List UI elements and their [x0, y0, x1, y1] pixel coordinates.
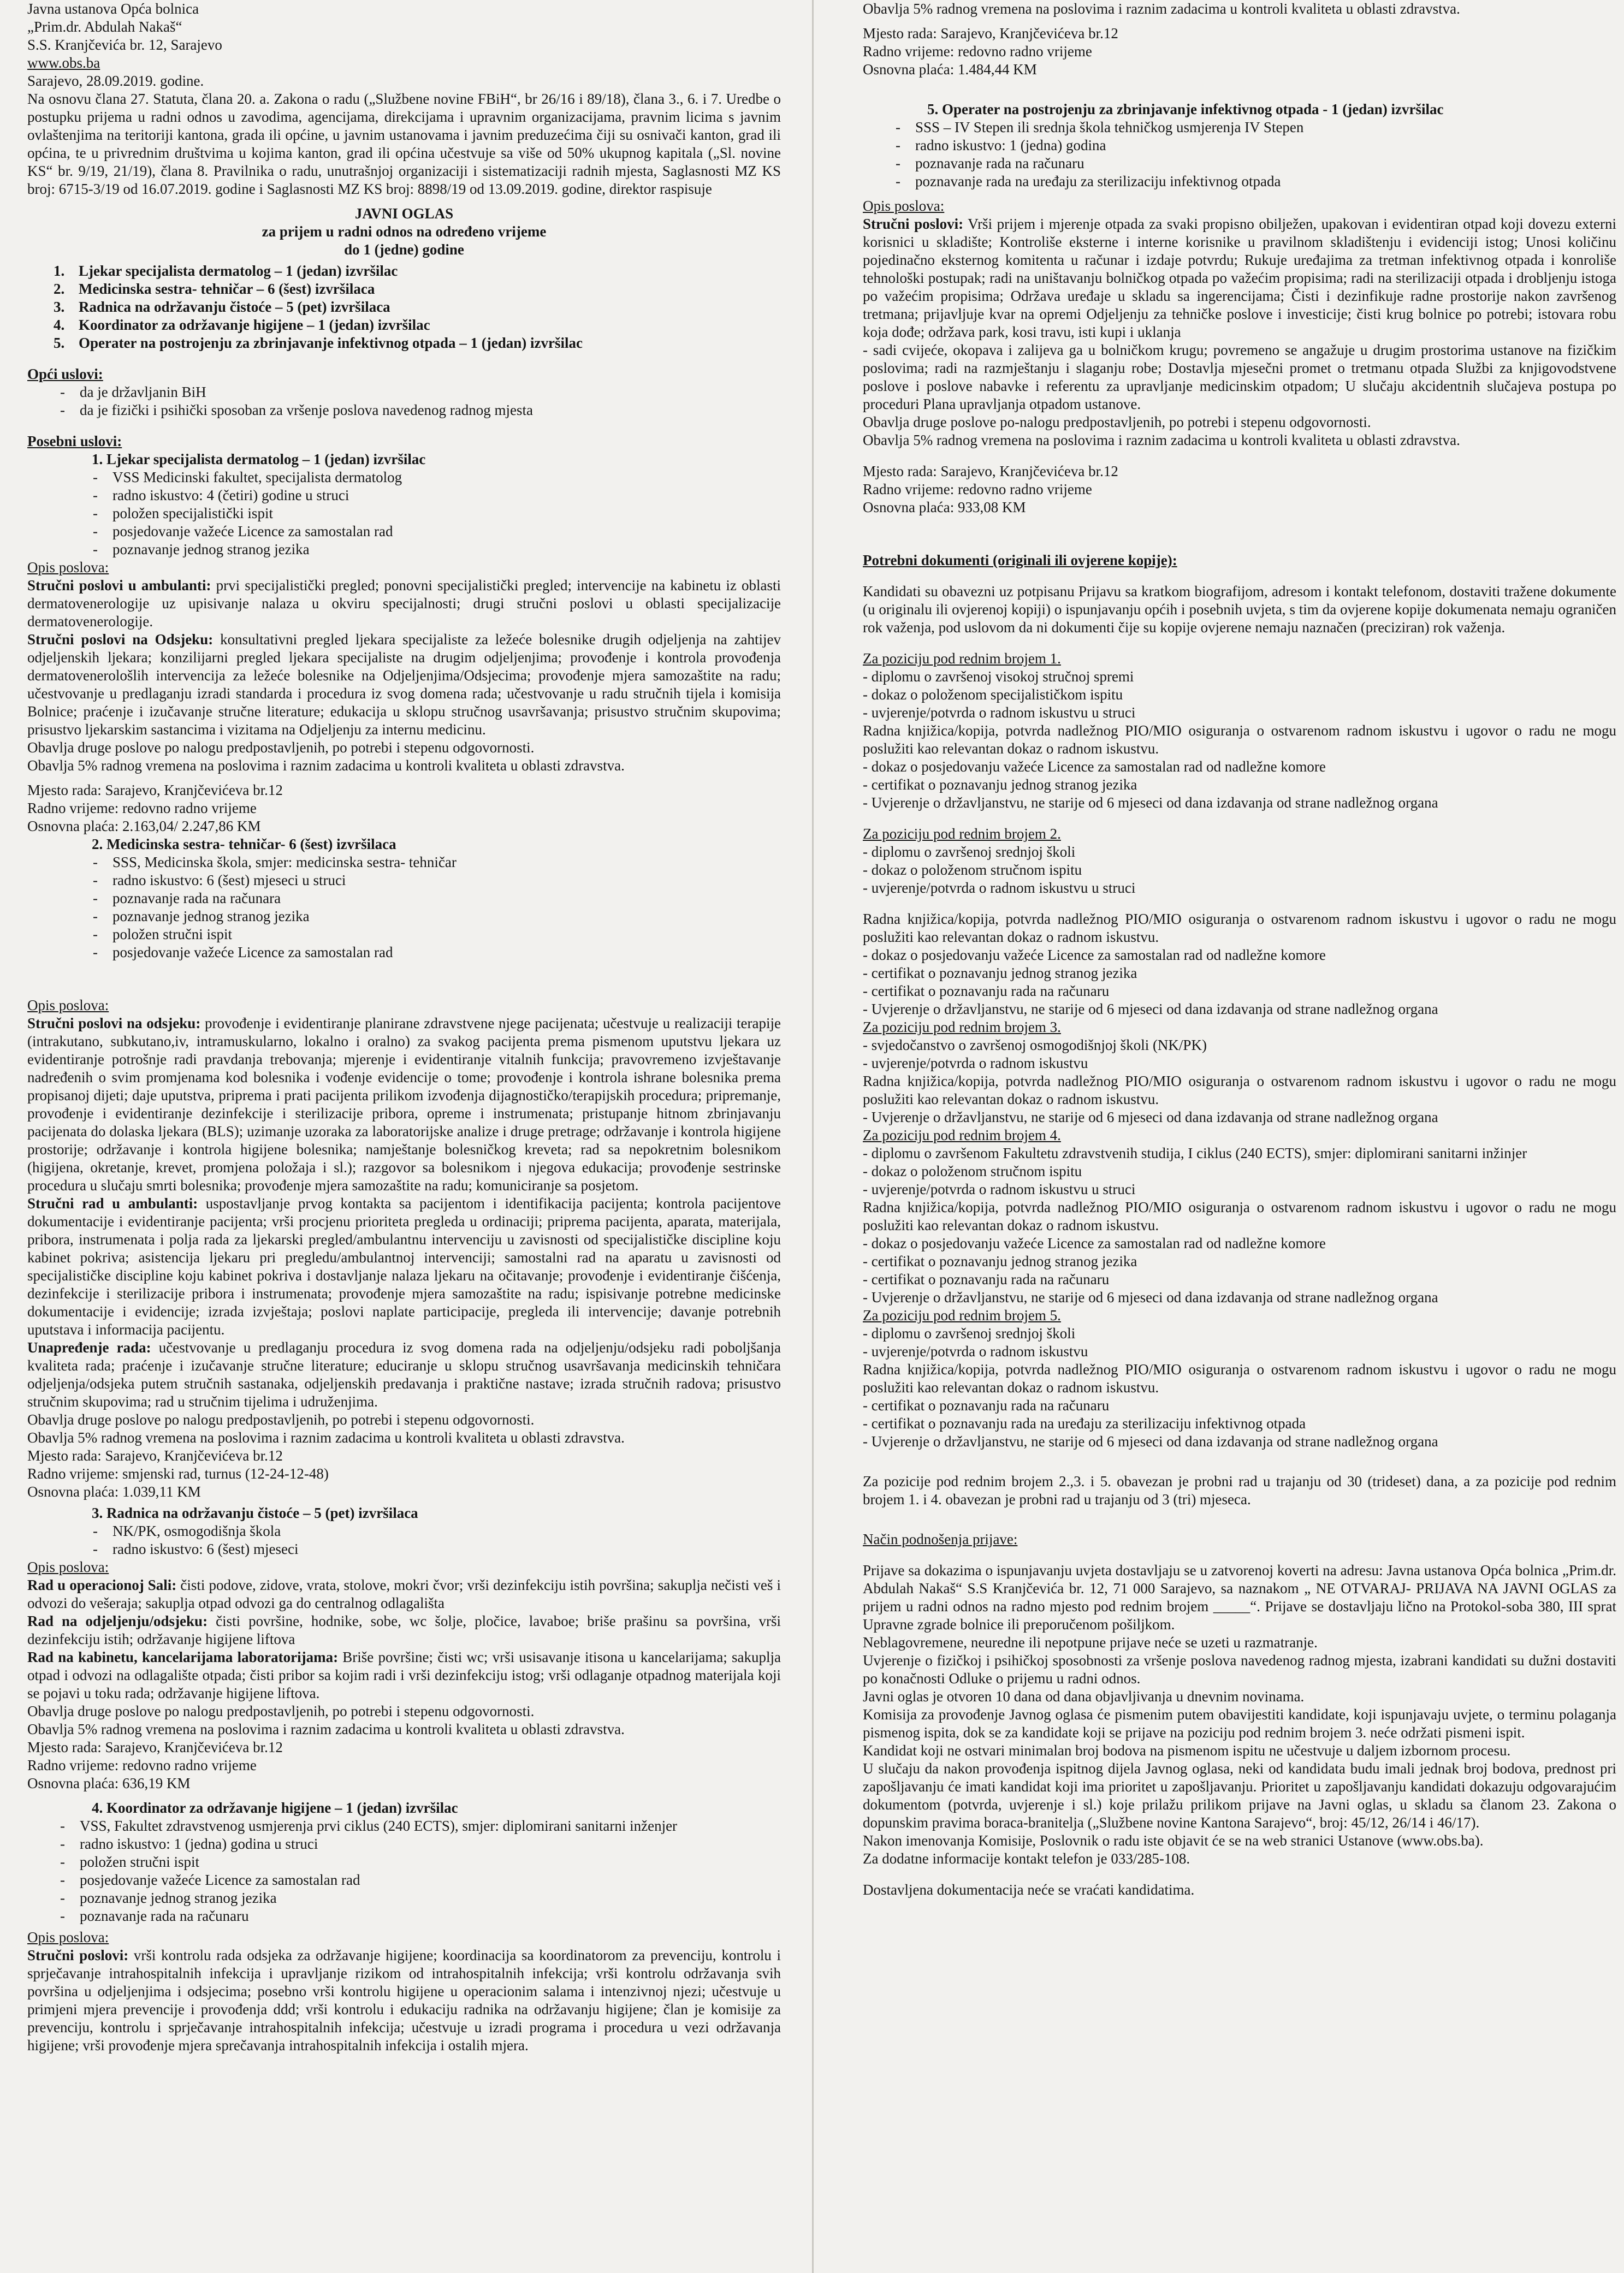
- header: [27, 0, 781, 90]
- address: S.S. Kranjčevića br. 12, Sarajevo: [27, 37, 222, 53]
- list-item: Radna knjižica/kopija, potvrda nadležnog PIO/MIO osiguranja o ostvarenom radnom iskustvu i ugovor o radu ne mogu poslužiti kao relevantan dokaz o radnom iskustvu.: [863, 722, 1616, 757]
- submission-p3: Uvjerenje o fizičkoj i psihičkoj sposobnosti za vršenje poslova navedenog radnog mjesta, izabrani kandidati su dužni dostaviti po konačnosti Odluke o prijemu u radni odnos.: [863, 1652, 1616, 1687]
- list-item: 1. Ljekar specijalista dermatolog – 1 (jedan) izvršilac: [54, 263, 398, 279]
- positions-list: [27, 262, 781, 352]
- position-3-other-2: Obavlja 5% radnog vremena na poslovima i raznim zadacima u kontroli kvaliteta u oblasti zdravstva.: [27, 1721, 625, 1737]
- submission-p5: Komisija za provođenje Javnog oglasa će pismenim putem obavijestiti kandidate, koji ispunjavaju uvjete, o terminu polaganja pismenog ispita, dok se za kandidate koji se prijave na poziciju pod rednim brojem 3. neće održati pismeni ispit.: [863, 1706, 1616, 1741]
- list-item: - poznavanje jednog stranog jezika: [60, 1889, 781, 1907]
- list-item: - položen stručni ispit: [93, 925, 781, 943]
- position-5-desc-2: - sadi cvijeće, okopava i zalijeva ga u bolničkom krugu; povremeno se angažuje u drugim prostorima ustanove na fizičkim poslovima; radi na razmještanju i slaganju robe; Dostavlja mjesečni promet o tretmanu otpada Službi za knjigovodstvene poslove i poslove nabavke i referentu za upravljanje medicinskim otpadom; U slučaju akcidentnih slučajeva postupa po proceduri Plana upravljanja otpadom ustanove.: [863, 342, 1616, 412]
- docs-group-4-heading: Za poziciju pod rednim brojem 4.: [863, 1127, 1061, 1143]
- list-item: - certifikat o poznavanju rada na uređaju za sterilizaciju infektivnog otpada: [863, 1415, 1306, 1432]
- list-item: - položen specijalistički ispit: [93, 505, 781, 523]
- position-4-time: Radno vrijeme: redovno radno vrijeme: [863, 43, 1092, 60]
- list-item: - certifikat o poznavanju jednog stranog jezika: [863, 1253, 1137, 1269]
- position-2-conditions: [27, 853, 781, 962]
- list-item: - Uvjerenje o državljanstvu, ne starije od 6 mjeseci od dana izdavanja od strane nadležnog organa: [863, 1289, 1438, 1305]
- title-sub2: do 1 (jedne) godine: [344, 241, 464, 258]
- list-item: - certifikat o poznavanju jednog stranog jezika: [863, 776, 1137, 793]
- position-1-place: Mjesto rada: Sarajevo, Kranjčevićeva br.12: [27, 782, 283, 798]
- list-item: - uvjerenje/potvrda o radnom iskustvu u struci: [863, 1181, 1136, 1197]
- general-conditions: [27, 383, 781, 419]
- list-item: - dokaz o položenom stručnom ispitu: [863, 862, 1082, 878]
- list-item: - uvjerenje/potvrda o radnom iskustvu u struci: [863, 704, 1136, 721]
- docs-group-2-heading: Za poziciju pod rednim brojem 2.: [863, 826, 1061, 842]
- list-item: - dokaz o posjedovanju važeće Licence za samostalan rad od nadležne komore: [863, 758, 1326, 775]
- list-item: - uvjerenje/potvrda o radnom iskustvu: [863, 1343, 1088, 1360]
- position-5-place: Mjesto rada: Sarajevo, Kranjčevićeva br.12: [863, 463, 1118, 479]
- list-item: - NK/PK, osmogodišnja škola: [93, 1522, 781, 1540]
- position-4-other-2: Obavlja 5% radnog vremena na poslovima i raznim zadacima u kontroli kvaliteta u oblasti zdravstva.: [863, 1, 1460, 17]
- list-item: - posjedovanje važeće Licence za samostalan rad: [60, 1871, 781, 1889]
- list-item: - dokaz o položenom stručnom ispitu: [863, 1163, 1082, 1179]
- list-item: - certifikat o poznavanju rada na računaru: [863, 1397, 1110, 1414]
- list-item: - diplomu o završenoj visokoj stručnoj spremi: [863, 668, 1134, 685]
- list-item: - uvjerenje/potvrda o radnom iskustvu u struci: [863, 880, 1136, 896]
- submission-p4: Javni oglas je otvoren 10 dana od dana objavljivanja u dnevnim novinama.: [863, 1688, 1305, 1705]
- docs-group-1-list: [863, 668, 1616, 812]
- docs-group-3-list: [863, 1036, 1616, 1126]
- list-item: - diplomu o završenom Fakultetu zdravstvenih studija, I ciklus (240 ECTS), smjer: diplomirani sanitarni inžinjer: [863, 1145, 1527, 1161]
- documents-heading: Potrebni dokumenti (originali ili ovjerene kopije):: [863, 552, 1177, 568]
- position-3-desc-heading: Opis poslova:: [27, 1559, 109, 1575]
- title-sub: za prijem u radni odnos na određeno vrijeme: [262, 223, 547, 240]
- position-1-desc-heading: Opis poslova:: [27, 559, 109, 575]
- list-item: - dokaz o položenom specijalističkom ispitu: [863, 686, 1123, 703]
- list-item: - posjedovanje važeće Licence za samostalan rad: [93, 943, 781, 962]
- list-item: - certifikat o poznavanju rada na računaru: [863, 1271, 1110, 1287]
- list-item: - VSS Medicinski fakultet, specijalista dermatolog: [93, 468, 781, 486]
- list-item: - diplomu o završenoj srednjoj školi: [863, 1325, 1076, 1342]
- general-heading: Opći uslovi:: [27, 366, 103, 382]
- position-2-heading: 2. Medicinska sestra- tehničar- 6 (šest) izvršilaca: [92, 836, 396, 852]
- position-2-other-1: Obavlja druge poslove po nalogu predpostavljenih, po potrebi i stepenu odgovornosti.: [27, 1411, 535, 1428]
- list-item: Radna knjižica/kopija, potvrda nadležnog PIO/MIO osiguranja o ostvarenom radnom iskustvu i ugovor o radu ne mogu poslužiti kao relevantan dokaz o radnom iskustvu.: [863, 1073, 1616, 1107]
- list-item: - radno iskustvo: 1 (jedna) godina u struci: [60, 1835, 781, 1853]
- list-item: - Uvjerenje o državljanstvu, ne starije od 6 mjeseci od dana izdavanja od strane nadležnog organa: [863, 1433, 1438, 1450]
- position-5-other-2: Obavlja 5% radnog vremena na poslovima i raznim zadacima u kontroli kvaliteta u oblasti zdravstva.: [863, 432, 1460, 448]
- list-item: - da je državljanin BiH: [60, 383, 781, 401]
- docs-group-5-heading: Za poziciju pod rednim brojem 5.: [863, 1307, 1061, 1324]
- position-4-heading: 4. Koordinator za održavanje higijene – 1 (jedan) izvršilac: [92, 1800, 458, 1816]
- position-2-place: Mjesto rada: Sarajevo, Kranjčevićeva br.12: [27, 1447, 283, 1464]
- submission-heading: Način podnošenja prijave:: [863, 1531, 1018, 1547]
- position-1-time: Radno vrijeme: redovno radno vrijeme: [27, 800, 257, 816]
- docs-group-4-list: [863, 1144, 1616, 1307]
- position-3-desc-1: Rad u operacionoj Sali: čisti podove, zidove, vrata, stolove, mokri čvor; vrši dezinfekciju istih površina; sakuplja nečisti veš i odvozi do vešeraja; sakuplja otpad odvozi ga do centralnog odlagališta: [27, 1577, 781, 1611]
- title-main: JAVNI OGLAS: [354, 205, 454, 222]
- position-3-conditions: [27, 1522, 781, 1558]
- list-item: 2. Medicinska sestra- tehničar – 6 (šest) izvršilaca: [54, 281, 375, 297]
- position-3-heading: 3. Radnica na održavanju čistoće – 5 (pet) izvršilaca: [92, 1505, 418, 1521]
- submission-p7: U slučaju da nakon provođenja ispitnog dijela Javnog oglasa, neki od kandidata budu imali jednak broj bodova, prednost pri zapošljavanju će imati kandidat koji ima prioritet u zapošljavanju. Prioritet u zapošljavanju kandidati dokazuju odgovarajućim dokumentom (potvrda, uvjerenje i sl.) koje prilažu prilikom prijave na Javni oglas, u skladu sa članom 23. Zakona o dopunskim pravima boraca-branitelja („Službene novine Kantona Sarajevo“, broj: 45/12, 26/14 i 46/17).: [863, 1760, 1616, 1831]
- position-1-heading: 1. Ljekar specijalista dermatolog – 1 (jedan) izvršilac: [92, 451, 426, 467]
- list-item: - posjedovanje važeće Licence za samostalan rad: [93, 523, 781, 541]
- list-item: 4. Koordinator za održavanje higijene – 1 (jedan) izvršilac: [54, 317, 430, 333]
- list-item: - dokaz o posjedovanju važeće Licence za samostalan rad od nadležne komore: [863, 1235, 1326, 1251]
- submission-p2: Neblagovremene, neuredne ili nepotpune prijave neće se uzeti u razmatranje.: [863, 1634, 1318, 1651]
- list-item: 5. Operater na postrojenju za zbrinjavanje infektivnog otpada – 1 (jedan) izvršilac: [54, 335, 583, 351]
- list-item: - dokaz o posjedovanju važeće Licence za samostalan rad od nadležne komore: [863, 947, 1326, 963]
- position-2-desc-1: Stručni poslovi na odsjeku: provođenje i evidentiranje planirane zdravstvene njege pacijenata; učestvuje u realizaciji terapije (intrakutano, subkutano,iv, intramuskularno, lokalno i oralno) za svakog pacijenta prema pismenom uputstvu ljekara uz evidentiranje potrošnje radi pravdanja trebovanja; mjerenje i evidentiranje vitalnih funkcija; pravovremeno izvještavanje nadređenih o svim promjenama kod bolesnika i vođenje evidencije o tome; provođenje i kontrola ishrane bolesnika prema propisanoj dijeti; daje uputstva, priprema i prati pacijenta prilikom izvođenja dijagnostičko/terapijskih procedura; pripremanje, provođenje i evidentiranje dezinfekcije i sterilizacije pribora, opreme i instrumenata; pristupanje hitnom zbrinjavanju pacijenata do dolaska ljekara (BLS); uzimanje uzoraka za laboratorijske analize i druge pretrage; održavanje i kontrola higijene prostorije; održavanje i kontrola higijene bolesnika; namještanje bolesničkog kreveta; rad sa nepokretnim bolesnikom (higijena, okretanje, krevet, promjena položaja i sl.); razgovor sa bolesnikom i njegova edukacija; provođenje sestrinske procedura u slučaju smrti bolesnika; provođenje mjera samozaštite na radu; komuniciranje sa posjetom.: [27, 1015, 781, 1194]
- list-item: - poznavanje rada na uređaju za sterilizaciju infektivnog otpada: [896, 173, 1616, 191]
- list-item: - poznavanje rada na računaru: [896, 155, 1616, 173]
- list-item: - SSS – IV Stepen ili srednja škola tehničkog usmjerenja IV Stepen: [896, 118, 1616, 137]
- position-1-desc-1: Stručni poslovi u ambulanti: prvi specijalistički pregled; ponovni specijalistički pregled; intervencije na kabinetu iz oblasti dermatovenerologije uz upisivanje nalaza u okviru specijalnosti; drugi stručni poslovi u oblasti specijalizacije dermatovenerologije.: [27, 577, 781, 630]
- position-3-other-1: Obavlja druge poslove po nalogu predpostavljenih, po potrebi i stepenu odgovornosti.: [27, 1703, 535, 1719]
- submission-p9: Za dodatne informacije kontakt telefon je 033/285-108.: [863, 1850, 1190, 1867]
- special-heading: Posebni uslovi:: [27, 433, 122, 449]
- position-2-time: Radno vrijeme: smjenski rad, turnus (12-24-12-48): [27, 1465, 329, 1482]
- list-item: - certifikat o poznavanju rada na računaru: [863, 983, 1110, 999]
- probation-paragraph: Za pozicije pod rednim brojem 2.,3. i 5. obavezan je probni rad u trajanju od 30 (trideset) dana, a za pozicije pod rednim brojem 1. i 4. obavezan je probni rad u trajanju od 3 (tri) mjeseca.: [863, 1473, 1616, 1508]
- position-2-other-2: Obavlja 5% radnog vremena na poslovima i raznim zadacima u kontroli kvaliteta u oblasti zdravstva.: [27, 1429, 625, 1446]
- position-5-time: Radno vrijeme: redovno radno vrijeme: [863, 481, 1092, 497]
- position-5-desc-1: Stručni poslovi: Vrši prijem i mjerenje otpada za svaki propisno obilježen, upakovan i evidentiran otpad koji dovezu externi korisnici u skladište; Kontroliše eksterne i interne korisnike u pravilnom skladištenju i evidenciji istog; Unosi količinu pojedinačno eksternog komitenta u računar i izdaje potvrdu; Rukuje uređajima za tretman infektivnog otpada i konroliše tehnološki postupak; radi na uništavanju bolničkog otpada po važećim propisima; radi na sterilizaciji otpada i drobljenju istoga po važećim propisima; Održava uređaje u skladu sa ingerencijama; Čisti i dezinfikuje radne prostorije nakon završenog tretmana; prijavljuje kvar na opremi Odjeljenju za tehničke poslove i investicije; čisti krug bolnice po potrebi; istovara robu koja dođe; održava park, kosi travu, isti kupi i uklanja: [863, 216, 1616, 340]
- list-item: - radno iskustvo: 6 (šest) mjeseci: [93, 1540, 781, 1558]
- list-item: 3. Radnica na održavanju čistoće – 5 (pet) izvršilaca: [54, 299, 390, 315]
- website-link[interactable]: www.obs.ba: [27, 55, 100, 71]
- list-item: - radno iskustvo: 1 (jedna) godina: [896, 137, 1616, 155]
- institution-name: „Prim.dr. Abdulah Nakaš“: [27, 19, 182, 35]
- list-item: - Uvjerenje o državljanstvu, ne starije od 6 mjeseci od dana izdavanja od strane nadležnog organa: [863, 794, 1438, 811]
- position-3-desc-2: Rad na odjeljenju/odsjeku: čisti površine, hodnike, sobe, wc šolje, pločice, lavaboe; briše prašinu sa površina, vrši dezinfekciju istih; održavanje higijene liftova: [27, 1613, 781, 1647]
- position-4-desc-1: Stručni poslovi: vrši kontrolu rada odsjeka za održavanje higijene; koordinacija sa koordinatorom za prevenciju, kontrolu i sprječavanje intrahospitalnih infekcija i upravljanje rizikom od intrahospitalnih infekcija; vrši kontrolu održavanja svih površina u odjeljenjima i odsjecima; posebno vrši kontrolu higijene u operacionim salama i intenzivnoj njezi; učestvuje u primjeni mjera prevencije i provođenja ddd; vrši kontrolu i edukaciju radnika na održavanju higijene; član je komisije za prevenciju, kontrolu i sprječavanje intrahospitalnih infekcija; učestvuje u izradi programa i procedura u vezi održavanja higijene; vrši provođenje mjera sprečavanja intrahospitalnih infekcija i ostalih mjera.: [27, 1947, 781, 2054]
- list-item: - VSS, Fakultet zdravstvenog usmjerenja prvi ciklus (240 ECTS), smjer: diplomirani sanitarni inženjer: [60, 1817, 781, 1835]
- position-5-heading: 5. Operater na postrojenju za zbrinjavanje infektivnog otpada - 1 (jedan) izvršilac: [927, 101, 1444, 117]
- position-4-desc-heading: Opis poslova:: [27, 1929, 109, 1945]
- position-3-salary: Osnovna plaća: 636,19 KM: [27, 1775, 191, 1791]
- position-1-desc-2: Stručni poslovi na Odsjeku: konsultativni pregled ljekara specijaliste za ležeće bolesnike drugih odjeljenja na zahtijev odjeljenskih ljekara; konzilijarni pregled ljekara specijaliste na drugim odjeljenjima; provođenje i kontrola provođenja dermatovenerološlih intervencija za ležeće bolesnike na Odjeljenjima/Odsjecima; provođenje mjera samozaštite na radu; učestvovanje u predlaganju izradi standarda i procedura iz svog domena rada; učestvovanje u radu stručnih tijela i komisija Bolnice; praćenje i izučavanje stručne literature; edukacija u sklopu stručnog usavršavanja; prisustvo stručnim skupovima; prisustvo ljekarskim sastancima i vizitama na Odjeljenju za internu medicinu.: [27, 631, 781, 738]
- docs-group-1-heading: Za poziciju pod rednim brojem 1.: [863, 650, 1061, 667]
- docs-group-5-list: [863, 1325, 1616, 1451]
- list-item: - svjedočanstvo o završenoj osmogodišnjoj školi (NK/PK): [863, 1037, 1207, 1053]
- submission-p6: Kandidat koji ne ostvari minimalan broj bodova na pismenom ispitu ne učestvuje u daljem izbornom procesu.: [863, 1742, 1511, 1759]
- documents-intro: Kandidati su obavezni uz potpisanu Prijavu sa kratkom biografijom, adresom i kontakt telefonom, dostaviti tražene dokumente (u originalu ili ovjerenoj kopiji) o ispunjavanju općih i posebnih uvjeta, s tim da ovjerene kopije dokumenata nemaju ograničen rok važenja, pod uslovom da ni dokumenti čije su kopije ovjerene nemaju naznačen (preciziran) rok važenja.: [863, 583, 1616, 636]
- list-item: - uvjerenje/potvrda o radnom iskustvu: [863, 1055, 1088, 1071]
- list-item: - Uvjerenje o državljanstvu, ne starije od 6 mjeseci od dana izdavanja od strane nadležnog organa: [863, 1109, 1438, 1125]
- position-4-salary: Osnovna plaća: 1.484,44 KM: [863, 61, 1037, 78]
- column-divider: [812, 0, 814, 2273]
- position-2-desc-3: Unapređenje rada: učestvovanje u predlaganju procedura iz svog domena rada na odjeljenju/odsjeku radi poboljšanja kvaliteta rada; praćenje i izučavanje stručne literature; educiranje u sklopu stručnog usavršavanja medicinskih tehničara odjeljenja/odsjeka putem stručnih sastanaka, odjeljenskih predavanja i praktične nastave; izrada stručnih radova; prisustvo stručnim skupovima; rad u stručnim tijelima i udruženjima.: [27, 1339, 781, 1410]
- position-1-other-2: Obavlja 5% radnog vremena na poslovima i raznim zadacima u kontroli kvaliteta u oblasti zdravstva.: [27, 757, 625, 774]
- position-1-salary: Osnovna plaća: 2.163,04/ 2.247,86 KM: [27, 818, 261, 834]
- list-item: - poznavanje rada na računara: [93, 889, 781, 907]
- list-item: - diplomu o završenoj srednjoj školi: [863, 844, 1076, 860]
- list-item: - Uvjerenje o državljanstvu, ne starije od 6 mjeseci od dana izdavanja od strane nadležnog organa: [863, 1001, 1438, 1017]
- submission-p8: Nakon imenovanja Komisije, Poslovnik o radu iste objavit će se na web stranici Ustanove (www.obs.ba).: [863, 1832, 1484, 1849]
- position-1-other-1: Obavlja druge poslove po nalogu predpostavljenih, po potrebi i stepenu odgovornosti.: [27, 739, 535, 756]
- position-2-desc-2: Stručni rad u ambulanti: uspostavljanje prvog kontakta sa pacijentom i identifikacija pacijenta; kontrola pacijentove dokumentacije i evidentiranje pacijenta; vrši procjenu prioriteta pregleda u ordinaciji; priprema pacijenta, aparata, materijala, pribora, instrumenata i polja rada za ljekarski pregled/ambulantnu intervenciju u zavisnosti od specijalističke discipline koju kabinet pokriva; asistencija ljekaru pri pregledu/ambulantnoj intervenciji; samostalni rad na aparatu u zavisnosti od specijalističke discipline koju kabinet pokriva i dostavljanje nalaza ljekaru na očitavanje; provođenje i evidentiranje čišćenja, dezinfekcije i sterilizacije pribora i instrumenata; provođenje mjera samozaštite na radu; ispisivanje potrebne medicinske dokumentacije i evidencije; izrada izvještaja; poslovi naplate participacije, pregleda ili intervencije; davanje potrebnih uputstava i informacija pacijentu.: [27, 1195, 781, 1338]
- docs-group-3-heading: Za poziciju pod rednim brojem 3.: [863, 1019, 1061, 1035]
- position-3-desc-3: Rad na kabinetu, kancelarijama laboratorijama: Briše površine; čisti wc; vrši usisavanje itisona u kancelarijama; sakuplja otpad i odvozi na odlagalište otpada; čisti pribor sa kojim radi i vrši dezinfekciju istog; vrši odlaganje otpadnog materijala koji se pojavi u toku rada; održavanje higijene liftova.: [27, 1649, 781, 1701]
- position-3-time: Radno vrijeme: redovno radno vrijeme: [27, 1757, 257, 1773]
- left-column: [27, 0, 781, 2273]
- position-5-conditions: [863, 118, 1616, 191]
- position-5-desc-heading: Opis poslova:: [863, 198, 945, 214]
- position-4-conditions: [27, 1817, 781, 1925]
- docs-group-2-list-continued: [863, 910, 1616, 1018]
- right-column: [863, 0, 1616, 2273]
- list-item: Radna knjižica/kopija, potvrda nadležnog PIO/MIO osiguranja o ostvarenom radnom iskustvu i ugovor o radu ne mogu poslužiti kao relevantan dokaz o radnom iskustvu.: [863, 911, 1616, 945]
- list-item: - certifikat o poznavanju jednog stranog jezika: [863, 965, 1137, 981]
- list-item: - radno iskustvo: 4 (četiri) godine u struci: [93, 486, 781, 505]
- position-5-salary: Osnovna plaća: 933,08 KM: [863, 499, 1026, 515]
- list-item: - poznavanje jednog stranog jezika: [93, 541, 781, 559]
- list-item: - položen stručni ispit: [60, 1853, 781, 1871]
- list-item: - poznavanje jednog stranog jezika: [93, 907, 781, 925]
- position-2-desc-heading: Opis poslova:: [27, 997, 109, 1013]
- position-1-conditions: [27, 468, 781, 559]
- institution: Javna ustanova Opća bolnica: [27, 1, 199, 17]
- date: Sarajevo, 28.09.2019. godine.: [27, 73, 204, 89]
- list-item: Radna knjižica/kopija, potvrda nadležnog PIO/MIO osiguranja o ostvarenom radnom iskustvu i ugovor o radu ne mogu poslužiti kao relevantan dokaz o radnom iskustvu.: [863, 1361, 1616, 1396]
- position-5-other-1: Obavlja druge poslove po-nalogu predpostavljenih, po potrebi i stepenu odgovornosti.: [863, 414, 1371, 430]
- intro-paragraph: Na osnovu člana 27. Statuta, člana 20. a. Zakona o radu („Službene novine FBiH“, br 26/16 i 89/18), člana 3., 6. i 7. Uredbe o postupku prijema u radni odnos u zavodima, agencijama, direkcijama i upravnim organizacijama, pravnim licima s javnim ovlaštenjima na teritoriji kantona, grada ili općine, u javnim ustanovama i javnim preduzećima čiji su osnivači kanton, grad ili općina, te u privrednim društvima u kojima kanton, grad ili općina učestvuje sa više od 50% ukupnog kapitala („Sl. novine KS“ br. 9/19, 21/19), člana 8. Pravilnika o radu, unutrašnjoj organizaciji i sistematizaciji radnih mjesta, Saglasnosti MZ KS broj: 6715-3/19 od 16.07.2019. godine i Saglasnosti MZ KS broj: 8898/19 od 13.09.2019. godine, direktor raspisuje: [27, 91, 781, 197]
- docs-group-2-list: [863, 843, 1616, 897]
- position-4-place: Mjesto rada: Sarajevo, Kranjčevićeva br.12: [863, 25, 1118, 41]
- list-item: Radna knjižica/kopija, potvrda nadležnog PIO/MIO osiguranja o ostvarenom radnom iskustvu i ugovor o radu ne mogu poslužiti kao relevantan dokaz o radnom iskustvu.: [863, 1199, 1616, 1233]
- position-3-place: Mjesto rada: Sarajevo, Kranjčevićeva br.12: [27, 1739, 283, 1755]
- list-item: - da je fizički i psihički sposoban za vršenje poslova navedenog radnog mjesta: [60, 401, 781, 419]
- list-item: - radno iskustvo: 6 (šest) mjeseci u struci: [93, 871, 781, 889]
- position-2-salary: Osnovna plaća: 1.039,11 KM: [27, 1483, 201, 1500]
- submission-p1: Prijave sa dokazima o ispunjavanju uvjeta dostavljaju se u zatvorenoj koverti na adresu: Javna ustanova Opća bolnica „Prim.dr. Abdulah Nakaš“ S.S Kranjčevića br. 12, 71 000 Sarajevo, sa naznakom „ NE OTVARAJ- PRIJAVA NA JAVNI OGLAS za prijem u radni odnos na radno mjesto pod rednim brojem _____“. Prijave se dostavljaju lično na Protokol-soba 380, III sprat Upravne zgrade bolnice ili preporučenom pošiljkom.: [863, 1562, 1616, 1633]
- list-item: - poznavanje rada na računaru: [60, 1907, 781, 1925]
- list-item: - SSS, Medicinska škola, smjer: medicinska sestra- tehničar: [93, 853, 781, 871]
- submission-p10: Dostavljena dokumentacija neće se vraćati kandidatima.: [863, 1882, 1195, 1898]
